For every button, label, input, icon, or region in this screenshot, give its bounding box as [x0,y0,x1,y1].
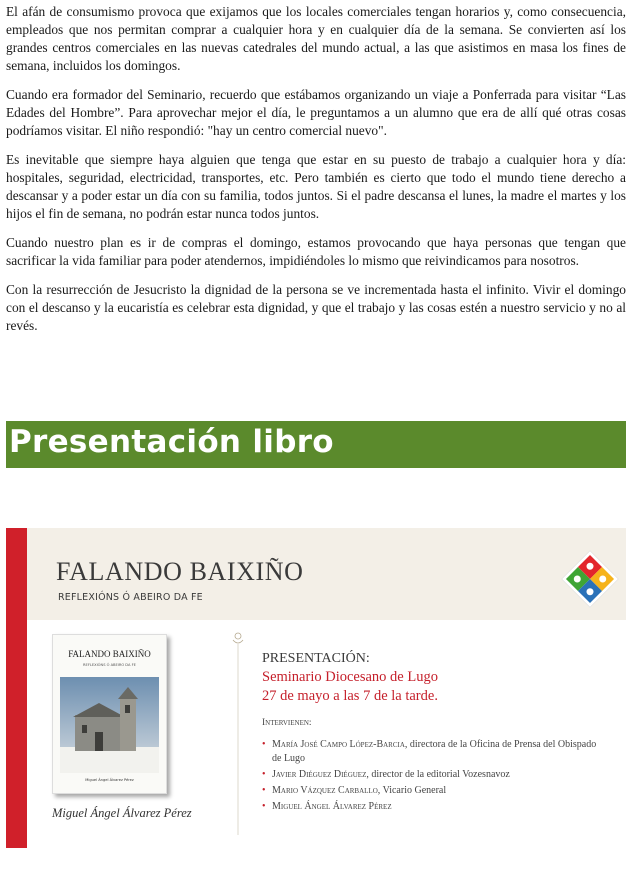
author-name: Miguel Ángel Álvarez Pérez [52,806,192,820]
venue: Seminario Diocesano de Lugo [262,669,438,685]
speaker-name: Javier Diéguez Diéguez [272,769,367,780]
speaker-name: Miguel Ángel Álvarez Pérez [272,801,392,812]
ornament-divider [231,630,245,835]
speaker-role: , directora de la Oficina de Prensa del Obispado de Lugo [272,739,597,764]
church-photo [60,677,159,773]
event-flyer [6,528,626,848]
article-paragraph-3: Es inevitable que siempre haya alguien que tenga que estar en su puesto de trabajo a cualquier hora y día: hospitales, seguridad, electricidad, transportes, etc. Pero también es cierto que todo el mundo tiene derecho a descansar y a poder estar un día con su familia, todos juntos. Si el padre descansa el lunes, la madre el martes y los hijos el fin de semana, no podrán estar nunca todos juntos. [6,152,626,221]
speaker-item [262,784,602,798]
section-title: Presentación libro [9,424,334,460]
speakers-list [262,738,602,816]
bullet-icon: • [262,785,266,796]
article-body [6,3,626,346]
speaker-item [262,768,602,782]
book-cover-subtitle: REFLEXIÓNS Ó ABEIRO DA FE [83,663,136,667]
intervienen-label: Intervienen: [262,718,312,728]
presentation-label: PRESENTACIÓN: [262,651,370,666]
article-paragraph-2: Cuando era formador del Seminario, recuerdo que estábamos organizando un viaje a Ponferrada para visitar “Las Edades del Hombre”. Para aprovechar mejor el día, le preguntamos a un alumno que era de allí qué otras cosas podríamos visitar. El niño respondió: "hay un centro comercial nuevo". [6,87,626,138]
article-paragraph-5: Con la resurrección de Jesucristo la dignidad de la persona se ve incrementada hasta el infinito. Vivir el domingo con el descanso y la eucaristía es celebrar esta dignidad, y que el trabajo y las cosas estén a nuestro servicio y no al revés. [6,282,626,333]
flyer-subtitle: REFLEXIÓNS Ó ABEIRO DA FE [58,592,203,603]
speaker-item [262,800,602,814]
speaker-name: Mario Vázquez Carballo [272,785,378,796]
vozesnavoz-logo [561,550,619,608]
flyer-red-bar [6,528,27,848]
article-paragraph-1: El afán de consumismo provoca que exijamos que los locales comerciales tengan horarios y, como consecuencia, empleados que nos permitan comprar a cualquier hora y en cualquier día de la semana. Se convierten así los grandes centros comerciales en las nuevas catedrales del mundo actual, a las que asistimos en masa los fines de semana, incluidos los domingos. [6,4,626,73]
speaker-name: María José Campo López-Barcia [272,739,405,750]
speaker-role: , Vicario General [377,785,447,796]
speaker-role: , director de la editorial Vozesnavoz [366,769,510,780]
flyer-title: FALANDO BAIXIÑO [56,557,304,586]
section-banner [6,421,626,468]
flyer-header [27,528,626,620]
bullet-icon: • [262,801,266,812]
event-date: 27 de mayo a las 7 de la tarde. [262,688,438,704]
bullet-icon: • [262,769,266,780]
article-paragraph-4: Cuando nuestro plan es ir de compras el domingo, estamos provocando que haya personas que tengan que sacrificar la vida familiar para poder atendernos, impidiéndoles lo mismo que reivindicamos para nosotros. [6,235,626,268]
book-cover [52,634,167,794]
speaker-item [262,738,602,766]
bullet-icon: • [262,739,266,750]
book-cover-title: FALANDO BAIXIÑO [68,649,151,659]
book-cover-author: Miguel Ángel Álvarez Pérez [85,778,134,782]
